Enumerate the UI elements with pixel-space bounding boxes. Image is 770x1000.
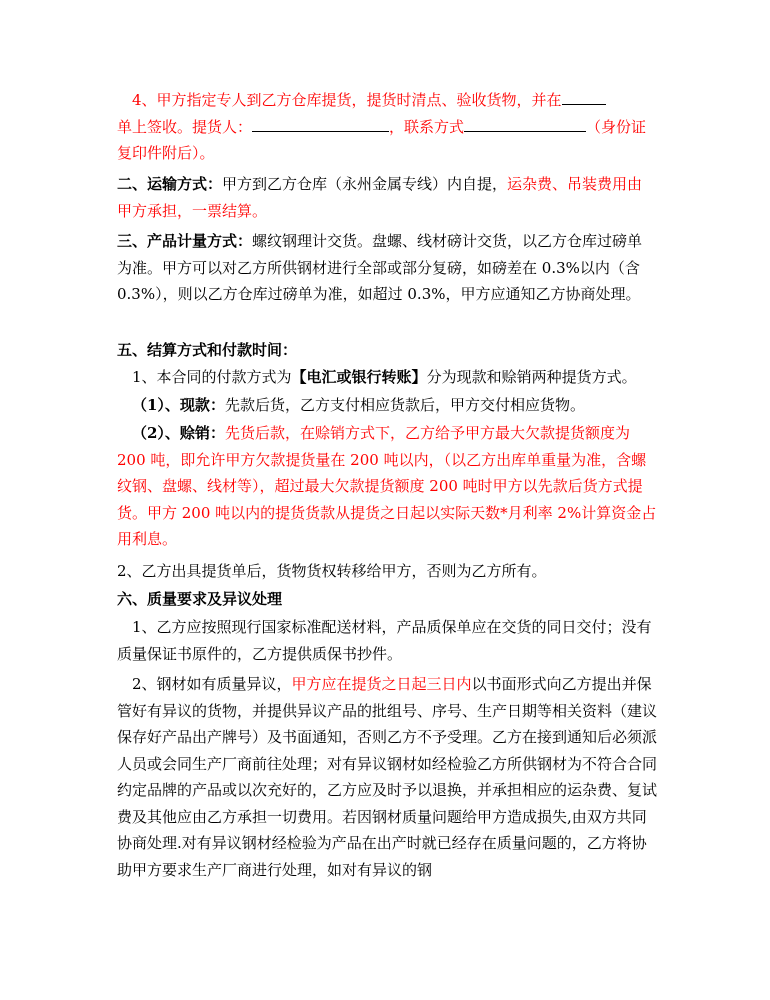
- section-5-heading: 五、结算方式和付款时间：: [117, 341, 298, 359]
- section-3-measurement: [117, 228, 657, 308]
- cash-heading: （1）、现款：: [132, 396, 225, 414]
- clause-4-text-b: 单上签收。提货人：: [117, 117, 253, 136]
- clause-4-text-c: ，联系方式: [389, 117, 465, 136]
- signature-blank: [562, 90, 606, 105]
- section-6-item-2-text-a: 2、钢材如有质量异议，: [132, 675, 292, 693]
- section-6-heading: 六、质量要求及异议处理: [117, 590, 283, 608]
- item-1-text-a: 1、本合同的付款方式为: [132, 368, 292, 386]
- section-5-credit: [117, 420, 657, 553]
- section-5-cash: [117, 392, 657, 419]
- section-2-transport: [117, 171, 657, 224]
- picker-name-blank: [252, 117, 389, 132]
- section-5-item-2: [117, 558, 657, 585]
- section-6-item-2-text-c: 以书面形式向乙方提出并保管好有异议的货物，并提供异议产品的批组号、序号、生产日期等相关资料（建议保存好产品出产牌号）及书面通知，否则乙方不予受理。乙方在接到通知后必须派人员或会同生产厂商前往处理；对有异议钢材如经检验乙方所供钢材为不符合合同约定品牌的产品或以次充好的，乙方应及时予以退换，并承担相应的运杂费、复试费及其他应由乙方承担一切费用。若因钢材质量问题给甲方造成损失,由双方共同协商处理.对有异议钢材经检验为产品在出产时就已经存在质量问题的，乙方将协助甲方要求生产厂商进行处理，如对有异议的钢: [117, 675, 658, 879]
- section-6-item-1-text: 1、乙方应按照现行国家标准配送材料，产品质保单应在交货的同日交付；没有质量保证书原件的，乙方提供质保书抄件。: [117, 618, 652, 663]
- payment-method: 【电汇或银行转账】: [291, 368, 427, 386]
- section-5-item-1: [117, 364, 657, 391]
- clause-4-text-a: 4、甲方指定专人到乙方仓库提货，提货时清点、验收货物，并在: [132, 91, 562, 109]
- clause-4-pickup: [117, 87, 657, 167]
- credit-text: 先货后款，在赊销方式下，乙方给予甲方最大欠款提货额度为200 吨，即允许甲方欠款提货量在 200 吨以内，（以乙方出库单重量为准，含螺纹钢、盘螺、线材等），超过最大欠款提货额度 200 吨时甲方以先款后货方式提货。甲方 200 吨以内的提货货款从提货之日起以实际天数*月利率 2%计算资金占用利息。: [117, 424, 657, 548]
- section-2-text-b: 运杂费、吊装费用由甲方承担，一票结算。: [117, 175, 643, 220]
- contact-blank: [464, 117, 586, 132]
- clause-4-text-d: （身份证复印件附后）。: [117, 117, 647, 162]
- section-2-text-a: 甲方到乙方仓库（永州金属专线）内自提，: [222, 175, 508, 193]
- deadline-text: 甲方应在提货之日起三日内: [291, 675, 472, 693]
- section-3-text: 螺纹钢理计交货。盘螺、线材磅计交货，以乙方仓库过磅单为准。甲方可以对乙方所供钢材进行全部或部分复磅，如磅差在 0.3%以内（含 0.3%），则以乙方仓库过磅单为准，如超过 0.3%，甲方应通知乙方协商处理。: [117, 232, 643, 303]
- section-3-heading: 三、产品计量方式：: [117, 232, 253, 250]
- item-2-text: 2、乙方出具提货单后，货物货权转移给甲方，否则为乙方所有。: [117, 562, 547, 580]
- section-6-heading-para: [117, 586, 657, 613]
- section-6-item-2: [117, 671, 657, 883]
- credit-heading: （2）、赊销：: [132, 424, 225, 442]
- section-6-item-1: [117, 614, 657, 667]
- section-2-heading: 二、运输方式：: [117, 175, 223, 193]
- section-5-heading-para: [117, 337, 657, 364]
- item-1-text-c: 分为现款和赊销两种提货方式。: [426, 368, 637, 386]
- cash-text: 先款后货，乙方支付相应货款后，甲方交付相应货物。: [224, 396, 585, 414]
